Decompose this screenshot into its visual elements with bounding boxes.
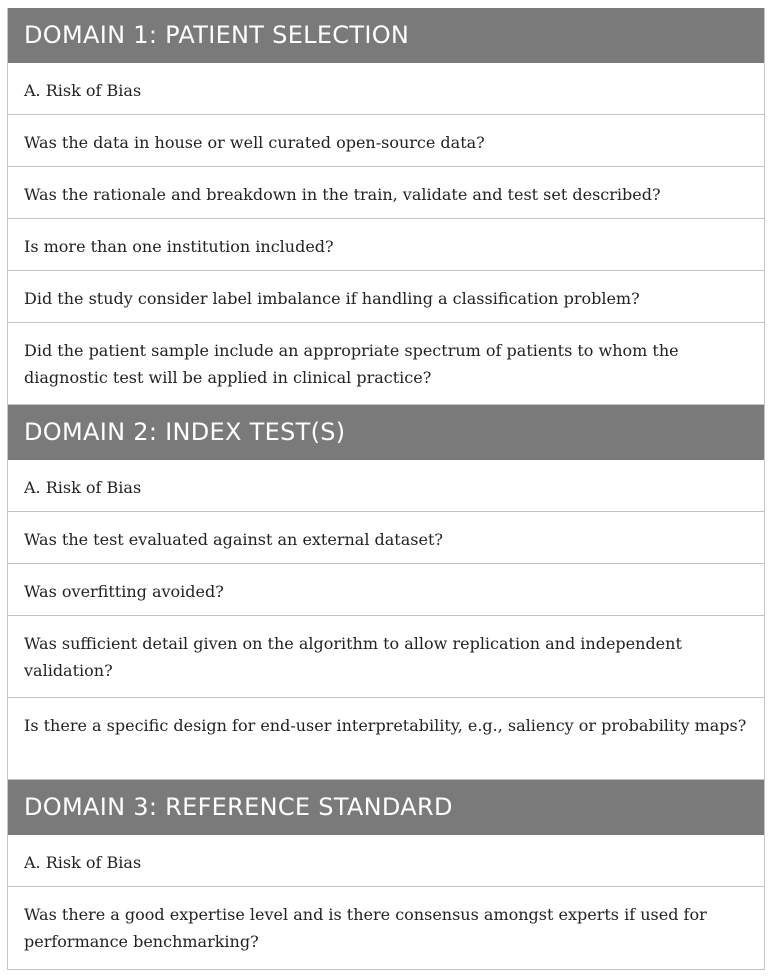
- domain-1-row-data-source: Was the data in house or well curated open-source data?: [8, 115, 764, 167]
- domain-3-row-risk-of-bias: A. Risk of Bias: [8, 835, 764, 887]
- domain-1-row-institutions: Is more than one institution included?: [8, 219, 764, 271]
- domain-1-row-patient-spectrum: Did the patient sample include an appropriate spectrum of patients to whom the diagnostic test will be applied in clinical practice?: [8, 323, 764, 405]
- domain-2-header: DOMAIN 2: INDEX TEST(S): [8, 405, 764, 460]
- domain-1-row-dataset-split: Was the rationale and breakdown in the train, validate and test set described?: [8, 167, 764, 219]
- domain-1-header: DOMAIN 1: PATIENT SELECTION: [8, 8, 764, 63]
- domain-1-row-risk-of-bias: A. Risk of Bias: [8, 63, 764, 115]
- quality-assessment-table: [7, 8, 765, 970]
- domain-2-row-overfitting: Was overfitting avoided?: [8, 564, 764, 616]
- domain-2-row-interpretability: Is there a specific design for end-user interpretability, e.g., saliency or probability maps?: [8, 698, 764, 780]
- domain-2-row-external-dataset: Was the test evaluated against an external dataset?: [8, 512, 764, 564]
- domain-3-header: DOMAIN 3: REFERENCE STANDARD: [8, 780, 764, 835]
- domain-2-row-risk-of-bias: A. Risk of Bias: [8, 460, 764, 512]
- domain-1-row-label-imbalance: Did the study consider label imbalance if handling a classification problem?: [8, 271, 764, 323]
- domain-3-row-expertise-consensus: Was there a good expertise level and is there consensus amongst experts if used for performance benchmarking?: [24, 905, 707, 951]
- domain-2-row-algorithm-detail: Was sufficient detail given on the algorithm to allow replication and independent validation?: [8, 616, 764, 698]
